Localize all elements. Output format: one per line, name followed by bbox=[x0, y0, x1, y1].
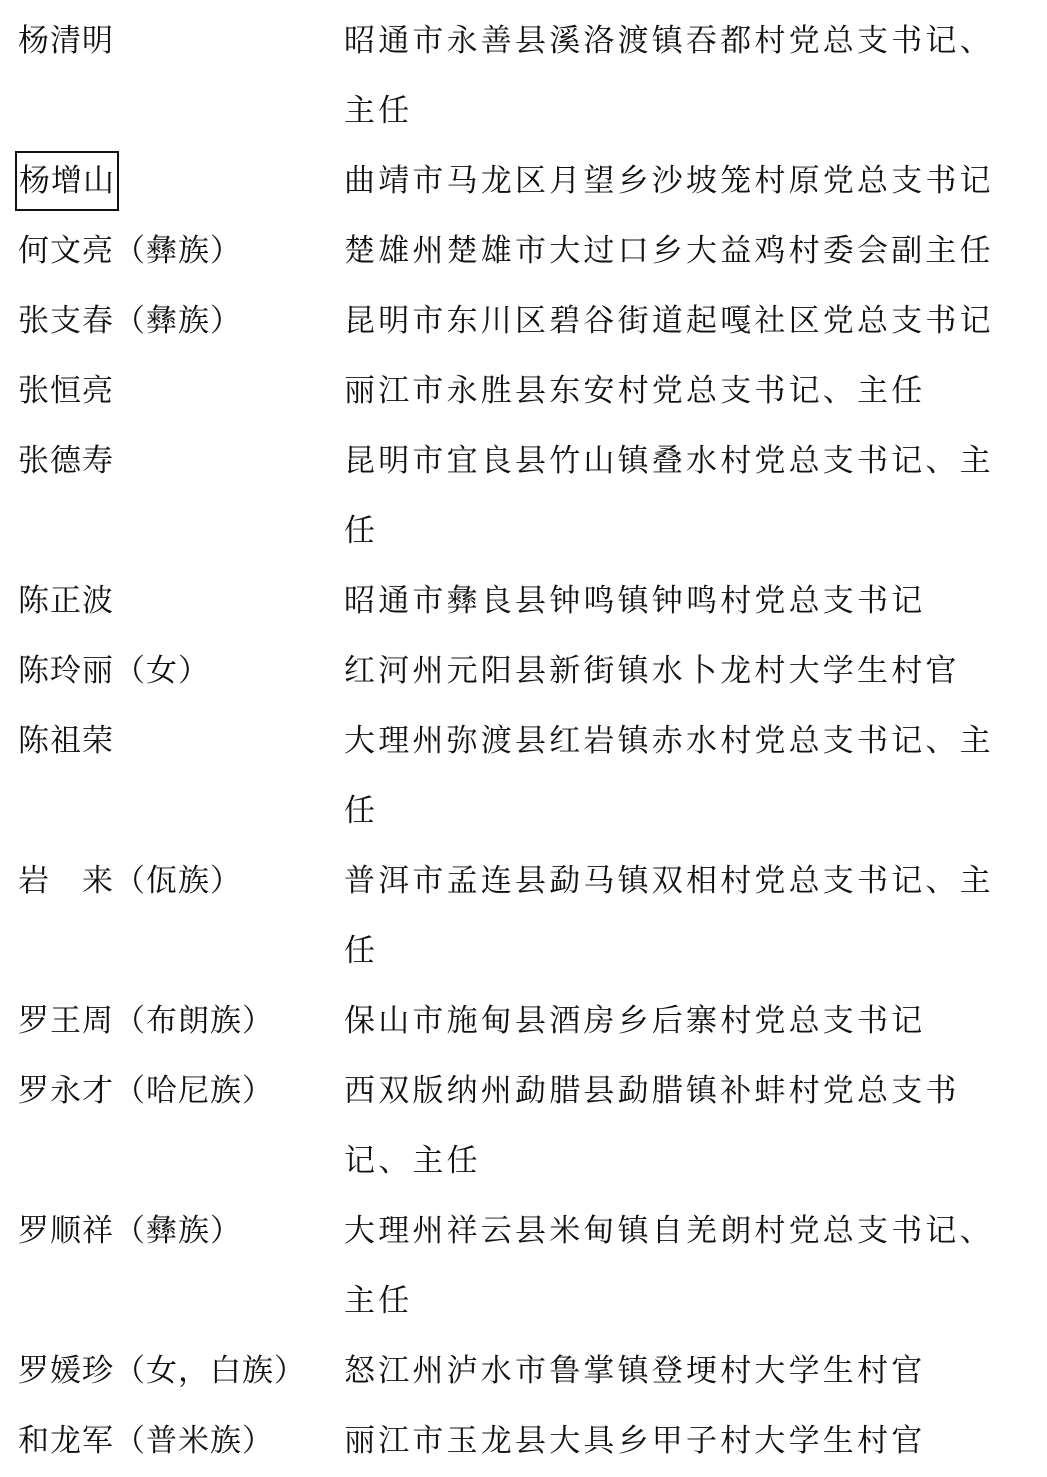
list-item bbox=[0, 846, 1047, 986]
person-role: 大理州弥渡县红岩镇赤水村党总支书记、主任 bbox=[344, 723, 994, 829]
person-role: 昆明市东川区碧谷街道起嘎社区党总支书记 bbox=[344, 303, 994, 339]
person-role: 昭通市永善县溪洛渡镇吞都村党总支书记、主任 bbox=[344, 23, 994, 129]
person-name: 何文亮（彝族） bbox=[18, 233, 242, 269]
person-role: 丽江市玉龙县大具乡甲子村大学生村官 bbox=[344, 1423, 926, 1459]
list-item bbox=[0, 1056, 1047, 1196]
list-item bbox=[0, 426, 1047, 566]
person-name: 杨清明 bbox=[18, 23, 114, 59]
person-role: 红河州元阳县新街镇水卜龙村大学生村官 bbox=[344, 653, 960, 689]
person-name-cell bbox=[0, 146, 344, 216]
list-item bbox=[0, 356, 1047, 426]
person-name: 陈玲丽（女） bbox=[18, 653, 210, 689]
person-role: 昆明市宜良县竹山镇叠水村党总支书记、主任 bbox=[344, 443, 994, 549]
person-name: 陈正波 bbox=[18, 583, 114, 619]
person-role: 普洱市孟连县勐马镇双相村党总支书记、主任 bbox=[344, 863, 994, 969]
person-role: 昭通市彝良县钟鸣镇钟鸣村党总支书记 bbox=[344, 583, 926, 619]
list-item bbox=[0, 706, 1047, 846]
list-item bbox=[0, 6, 1047, 146]
list-item bbox=[0, 286, 1047, 356]
person-name: 张德寿 bbox=[18, 443, 114, 479]
list-item bbox=[0, 1336, 1047, 1406]
person-name: 罗顺祥（彝族） bbox=[18, 1213, 242, 1249]
person-name: 和龙军（普米族） bbox=[18, 1423, 274, 1459]
person-name-boxed: 杨增山 bbox=[15, 151, 119, 211]
person-role: 怒江州泸水市鲁掌镇登埂村大学生村官 bbox=[344, 1353, 926, 1389]
person-role: 丽江市永胜县东安村党总支书记、主任 bbox=[344, 373, 926, 409]
person-role: 曲靖市马龙区月望乡沙坡笼村原党总支书记 bbox=[344, 163, 994, 199]
person-name: 岩 来（佤族） bbox=[18, 863, 242, 899]
person-name: 陈祖荣 bbox=[18, 723, 114, 759]
person-name: 张恒亮 bbox=[18, 373, 114, 409]
person-role: 保山市施甸县酒房乡后寨村党总支书记 bbox=[344, 1003, 926, 1039]
list-item bbox=[0, 146, 1047, 216]
person-role: 楚雄州楚雄市大过口乡大益鸡村委会副主任 bbox=[344, 233, 994, 269]
person-name: 罗媛珍（女，白族） bbox=[18, 1353, 306, 1389]
list-item bbox=[0, 1196, 1047, 1336]
person-name: 罗王周（布朗族） bbox=[18, 1003, 274, 1039]
person-name: 罗永才（哈尼族） bbox=[18, 1073, 274, 1109]
list-item bbox=[0, 566, 1047, 636]
person-role: 西双版纳州勐腊县勐腊镇补蚌村党总支书记、主任 bbox=[344, 1073, 960, 1179]
list-item bbox=[0, 636, 1047, 706]
list-item bbox=[0, 1406, 1047, 1476]
list-item bbox=[0, 986, 1047, 1056]
person-name: 张支春（彝族） bbox=[18, 303, 242, 339]
list-item bbox=[0, 216, 1047, 286]
person-role: 大理州祥云县米甸镇自羌朗村党总支书记、主任 bbox=[344, 1213, 994, 1319]
